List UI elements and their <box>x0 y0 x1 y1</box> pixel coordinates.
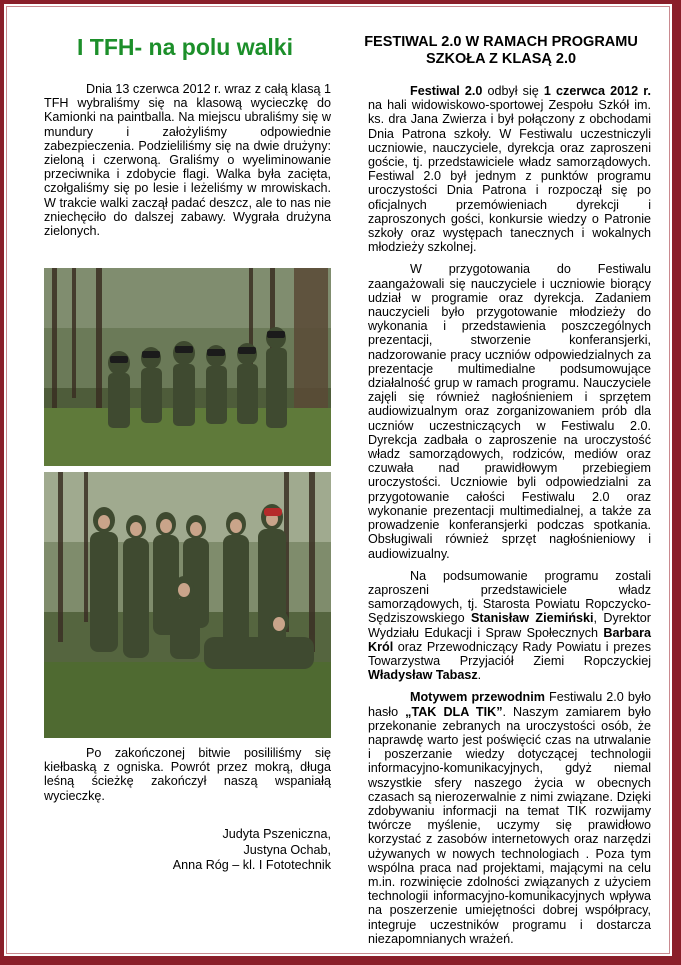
p3-text-3: oraz Przewodniczący Rady Powiatu i prezes Towarzystwa Przyjaciół Ziemi Ropczyckiej <box>368 639 651 668</box>
article-authors <box>44 827 331 874</box>
starosta-name: Stanisław Ziemiński <box>470 611 594 626</box>
director-name: Barbara Król <box>368 625 651 654</box>
right-article-paragraph-2: W przygotowania do Festiwalu zaangażowali się nauczyciele i uczniowie biorący udział w programie oraz dyrekcja. Zadaniem nauczycieli było przygotowanie młodzieży do wykonania i przedstawienia poszczególnych prezentacji, stworzenie konferansjerki, nadzorowanie pracy uczniów odpowiedzialnych za prezentacje multimedialne podsumowujące działalność grup w ramach programu. Nauczyciele zajęli się również nagłośnieniem i sprzętem audiowizualnym oraz zorganizowaniem prób dla uczniów uczestniczących w Festiwalu 2.0. Dyrekcja zadbała o zaproszenie na uroczystość władz samorządowych, rodziców, mediów oraz czuwała nad prawidłowym przebiegiem uroczystości. Uczniowie byli odpowiedzialni za przygotowanie całości Festiwalu 2.0 oraz wykonanie prezentacji multimedialnej, a także za prowadzenie konferansjerki podczas spotkania. Obsługiwali również sprzęt nagłośnieniowy i audiowizualny. <box>368 262 651 561</box>
author-line-1: Judyta Pszeniczna, <box>222 827 331 841</box>
p4-text-2: . Naszym zamiarem było przekonanie zebranych na uroczystości osób, że naprawdę warto jest poświęcić czas na utrwalanie i poszerzanie wiedzy dotyczącej technologii informacyjno-komunikacyjnych, gdyż niemal wszystkie sfery naszego życia w obecnych czasach są nierozerwalnie z nimi związane. Dzięki zdobywaniu informacji na temat TIK rozwijamy twórcze myślenie, uczymy się prawidłowo korzystać z zasobów internetowych oraz narzędzi używanych w nowych technologiach . Poza tym wspólna praca nad projektami, mającymi na celu m.in. rozwinięcie zdolności związanych z użyciem technologii informacyjno-komunikacyjnych wpływa na poszerzenie umiejętności dobrej współpracy, integruje uczestników programu i dostarcza niezapomnianych wrażeń. <box>368 704 651 946</box>
theme-label: Motywem przewodnim <box>410 690 545 705</box>
p3-text-1: Na podsumowanie programu zostali zaproszeni przedstawiciele władz samorządowych, tj. Starosta Powiatu Ropczycko-Sędziszowskiego <box>368 568 651 626</box>
paintball-group-photo-2 <box>44 472 331 738</box>
left-article-paragraph-2: Po zakończonej bitwie posililiśmy się kiełbaską z ogniska. Powrót przez mokrą, długa leśną ścieżkę zakończył naszą wspaniałą wycieczkę. <box>44 746 331 803</box>
right-article-title: FESTIWAL 2.0 W RAMACH PROGRAMU SZKOŁA Z KLASĄ 2.0 <box>364 34 638 67</box>
right-article-paragraph-3 <box>368 569 651 683</box>
right-article-paragraph-4 <box>368 690 651 946</box>
p3-text-2: , Dyrektor Wydziału Edukacji i Spraw Społecznych <box>368 611 651 640</box>
right-article-body <box>368 84 651 954</box>
chairman-name: Władysław Tabasz <box>368 668 478 683</box>
p1-text-1: odbył się <box>482 84 544 98</box>
festival-date: 1 czerwca 2012 r. <box>543 84 652 98</box>
forest-team-photo-illustration <box>44 268 331 466</box>
festival-name: Festiwal 2.0 <box>410 84 483 98</box>
author-line-3: Anna Róg – kl. I Fototechnik <box>172 858 331 872</box>
paintball-group-photo-1 <box>44 268 331 466</box>
forest-girls-photo-illustration <box>44 472 331 738</box>
right-article-paragraph-1 <box>368 84 651 254</box>
p3-text-4: . <box>477 668 482 683</box>
theme-slogan: „TAK DLA TIK” <box>405 704 503 719</box>
p1-text-2: na hali widowiskowo-sportowej Zespołu Szkół im. ks. dra Jana Zwierza i był połączony z obchodami Dnia Patrona szkoły. W Festiwalu uczestniczyli uczniowie, nauczyciele, dyrekcja oraz zaproszeni goście, tj. przedstawiciele władz samorządowych. Festiwal 2.0 był jednym z punktów programu uroczystości Dnia Patrona i rozpoczął się po oficjalnych przemówieniach dyrekcji i zaproszonych gości, konkursie wiedzy o Patronie szkoły oraz występach tanecznych i wokalnych młodzieży szkolnej. <box>368 98 651 255</box>
left-article-title: I TFH- na polu walki <box>77 34 293 60</box>
author-line-2: Justyna Ochab, <box>243 842 331 857</box>
left-article-paragraph-1: Dnia 13 czerwca 2012 r. wraz z całą klasą 1 TFH wybraliśmy się na klasową wycieczkę do Kamionki na paintballa. Na miejscu ubraliśmy się w mundury i założyliśmy odpowiednie zabezpieczenia. Podzieliliśmy się na dwie drużyny: zieloną i czerwoną. Graliśmy o wyeliminowanie przeciwnika i zdobycie flagi. Walka była zacięta, czołgaliśmy się po lesie i leżeliśmy w mrowiskach. W trakcie walki zaczął padać deszcz, ale to nas nie zniechęciło do dalszej zabawy. Wygrała drużyna zielonych. <box>44 82 331 239</box>
p4-text-1: Festiwalu 2.0 było hasło <box>368 690 651 719</box>
